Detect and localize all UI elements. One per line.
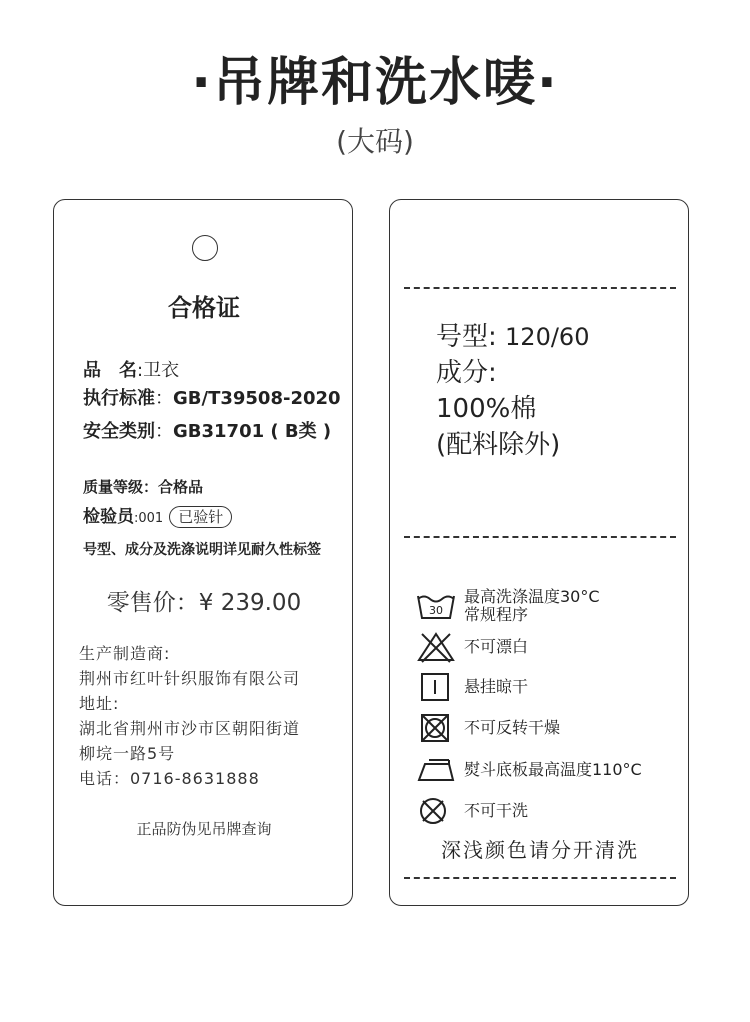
wash-separately-note: 深浅颜色请分开清洗 — [441, 838, 639, 862]
care-item-hang-dry — [416, 670, 528, 704]
dashed-divider-middle — [404, 536, 676, 538]
dashed-divider-bottom — [404, 877, 676, 879]
quality-row — [83, 476, 203, 497]
no-tumble-dry-icon — [416, 712, 458, 744]
svg-text:30: 30 — [429, 604, 443, 617]
inspected-stamp: 已验针 — [169, 506, 232, 528]
care-item-dry-clean — [416, 794, 528, 828]
care-item-wash — [416, 586, 600, 626]
address-label: 地址: — [79, 694, 120, 713]
phone: 电话：0716-8631888 — [79, 769, 260, 788]
quality-label: 质量等级 — [83, 478, 144, 496]
manufacturer-block — [79, 641, 300, 791]
standard-label: 执行标准 — [83, 388, 155, 409]
care-item-iron — [416, 753, 642, 787]
care-item-bleach — [416, 630, 528, 664]
composition-label: 成分: — [436, 358, 497, 388]
quality-sep: ： — [143, 478, 159, 496]
manufacturer-label: 生产制造商: — [79, 644, 171, 663]
manufacturer-name: 荆州市红叶针织服饰有限公司 — [79, 669, 301, 688]
wash-30-icon — [416, 590, 458, 622]
size-value: 120/60 — [505, 323, 590, 351]
inspector-row — [83, 502, 232, 528]
product-name-value: 卫衣 — [143, 360, 180, 381]
authenticity-note: 正品防伪见吊牌查询 — [136, 820, 272, 838]
composition-note: (配料除外) — [436, 430, 561, 460]
safety-row — [83, 417, 331, 443]
size-row — [436, 316, 589, 353]
inspector-code: :001 — [134, 511, 164, 526]
product-name-sep: : — [137, 360, 144, 381]
retail-price: 零售价：¥ 239.00 — [106, 590, 302, 616]
product-name-label: 品 名 — [83, 360, 137, 381]
standard-sep: ： — [155, 388, 173, 409]
care-text-iron: 熨斗底板最高温度110°C — [464, 760, 642, 779]
care-text-dry-clean: 不可干洗 — [464, 801, 529, 820]
label-note: 号型、成分及洗涤说明详见耐久性标签 — [83, 542, 321, 558]
care-label-card — [389, 199, 689, 906]
no-bleach-icon — [416, 631, 458, 663]
care-text-bleach: 不可漂白 — [464, 637, 529, 656]
no-dry-clean-icon — [416, 795, 458, 827]
composition-value: 100%棉 — [436, 394, 537, 424]
hang-dry-icon — [416, 671, 458, 703]
inspector-label: 检验员 — [83, 507, 134, 527]
care-text-tumble: 不可反转干燥 — [464, 718, 561, 737]
safety-sep: ： — [155, 421, 173, 442]
care-text-wash: 最高洗涤温度30°C — [464, 587, 600, 606]
care-text-program: 常规程序 — [464, 605, 529, 624]
standard-value: GB/T39508-2020 — [173, 388, 341, 409]
quality-value: 合格品 — [158, 478, 204, 496]
hang-tag-card — [53, 199, 353, 906]
size-label: 号型: — [436, 322, 497, 352]
care-item-tumble — [416, 711, 560, 745]
certificate-title: 合格证 — [168, 294, 240, 322]
iron-icon — [416, 754, 458, 786]
dashed-divider-top — [404, 287, 676, 289]
hang-hole-icon — [192, 235, 218, 261]
page-title: ·吊牌和洗水唛· — [191, 53, 559, 113]
safety-label: 安全类别 — [83, 421, 155, 442]
standard-row — [83, 384, 341, 410]
safety-value: GB31701 ( B类 ) — [173, 421, 332, 442]
page-subtitle: (大码) — [336, 125, 414, 158]
address-line-1: 湖北省荆州市沙市区朝阳街道 — [79, 719, 301, 738]
address-line-2: 柳垸一路5号 — [79, 744, 176, 763]
product-name-row — [83, 356, 179, 382]
care-text-hang-dry: 悬挂晾干 — [464, 677, 529, 696]
